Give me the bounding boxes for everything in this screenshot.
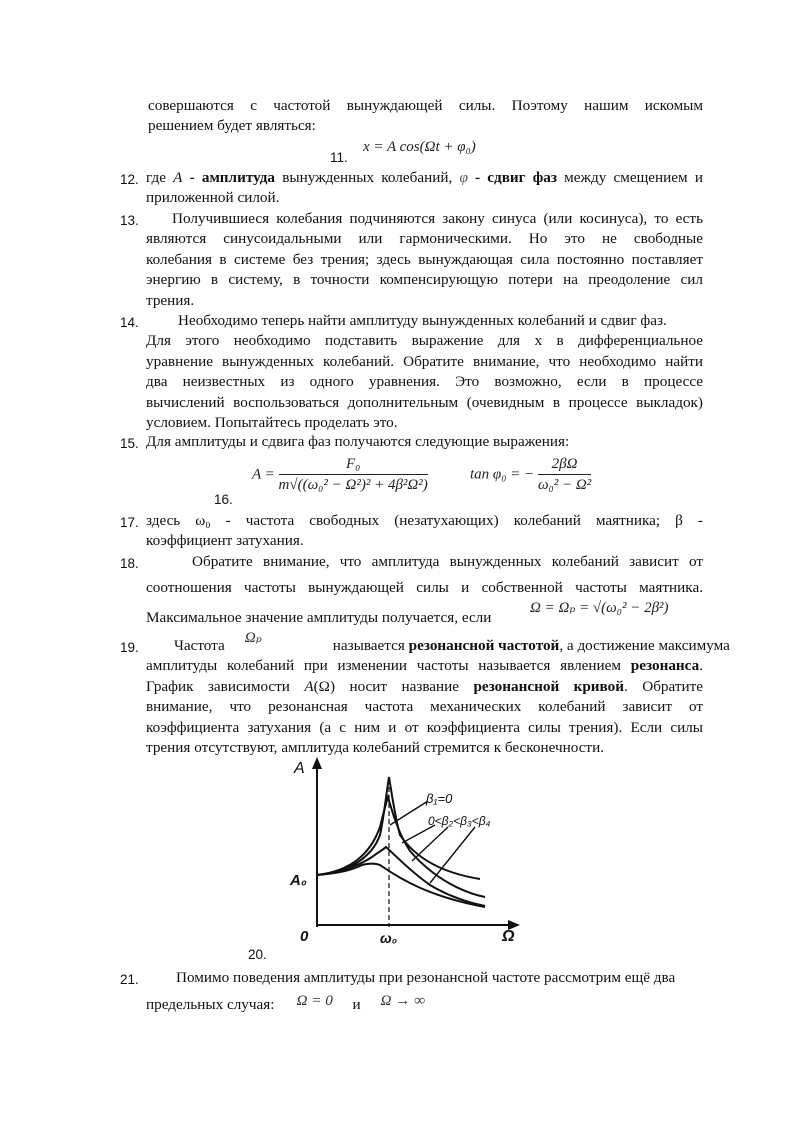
item-12-text-3: вынужденных колебаний, [275,169,460,186]
item-number-17: 17. [120,515,139,530]
item-number-18: 18. [120,556,139,571]
item-number-14: 14. [120,315,139,330]
item-12-text-1: где [146,169,174,186]
item-19-line-2: амплитуды колебаний при изменении частоты называется явлением резонанса. [146,657,703,675]
and-word: и [352,996,361,1013]
item-18-line-1: Обратите внимание, что амплитуда вынужденных колебаний зависит от [192,553,703,570]
tan-lhs: tan φ₀ = − [470,466,535,483]
item-12-line-2: приложенной силой. [146,189,280,207]
item-13-line-3: колебания в системе без трения; здесь вынуждающая сила постоянно поставляет [146,250,703,268]
item-number-12: 12. [120,172,139,187]
item-13-line-4: энергию в систему, в точности компенсирующую потери на преодоление сил [146,271,703,289]
beta1-label: β₁=0 [426,791,453,806]
amp-denominator: m√((ω₀² − Ω²)² + 4β²Ω²) [278,477,428,493]
item-12-paragraph [146,168,703,209]
item-19-text-2: называется [332,637,409,654]
equation-11: x = A cos(Ωt + φ₀) [363,139,476,155]
intro-line-1: совершаются с частотой вынуждающей силы. Поэтому нашим искомым [148,97,703,114]
item-21-paragraph [146,968,703,988]
limit-omega-infinity: Ω → ∞ [380,992,426,1009]
item-number-16: 16. [214,492,233,507]
item-15-paragraph [146,432,703,452]
curve-beta-3 [317,847,485,906]
omega0-label: ω₀ [380,930,398,945]
item-14-paragraph [146,311,703,433]
item-21-line-2: предельных случая: Ω = 0 и Ω → ∞ [146,995,566,1015]
item-17-line-1: здесь ω₀ - частота свободных (незатухающих) колебаний маятника; β - [146,512,703,529]
resonance-condition-formula: Ω = Ωₚ = √(ω₀² − 2β²) [530,600,669,616]
omega-p-symbol: Ωₚ [244,629,262,646]
item-19-line-3: График зависимости A(Ω) носит название резонансной кривой. Обратите [146,677,704,695]
x-axis-label: Ω [502,928,515,945]
limit-omega-zero: Ω = 0 [296,992,333,1009]
item-17-paragraph [146,511,703,552]
beta-order-label: 0<β₂<β₃<β₄ [428,814,491,828]
tan-numerator: 2βΩ [538,456,591,475]
leader-beta-4 [430,827,475,883]
resonance-curve-term: резонансной кривой [473,677,625,695]
item-18-line-3: Максимальное значение амплитуды получается, если [146,609,492,626]
item-number-20: 20. [248,947,267,962]
intro-paragraph [148,96,703,137]
item-18-line-3-wrap [146,608,526,628]
tan-fraction [538,456,591,494]
item-17-line-2: коэффициент затухания. [146,532,304,550]
resonance-term: резонанса [630,657,700,675]
resonant-frequency-term: резонансной частотой [408,637,560,654]
item-14-line-4: два неизвестных из одного уравнения. Это возможно, если в процессе [146,373,703,391]
item-number-19: 19. [120,640,139,655]
intro-line-2: решением будет являться: [148,117,316,135]
equation-16-phase [470,456,591,494]
item-19-line-4: внимание, что резонансная частота механических колебаний зависит от [146,698,703,716]
y-axis-arrow [312,757,322,769]
item-21-line-1: Помимо поведения амплитуды при резонансной частоте рассмотрим ещё два [176,969,676,986]
leader-beta-3 [412,827,448,861]
item-number-21: 21. [120,972,139,987]
item-12-phase-term: - сдвиг фаз [467,169,557,186]
item-12-phi: φ [459,169,468,186]
amp-numerator: F₀ [279,456,428,475]
amp-fraction [279,456,428,494]
y-axis-label: A [294,760,305,777]
item-13-paragraph [146,209,703,311]
item-14-line-1: Необходимо теперь найти амплитуду вынужденных колебаний и сдвиг фаз. [178,312,667,329]
item-14-line-3: уравнение вынужденных колебаний. Обратите внимание, что необходимо найти [146,352,703,370]
item-13-line-5: трения. [146,291,195,309]
item-14-line-6: условием. Попытайтесь проделать это. [146,414,398,432]
item-14-line-5: вычислений воспользоваться дополнительным (очевидным в процессе выкладок) [146,393,703,411]
item-19-line-6: трения отсутствуют, амплитуда колебаний стремится к бесконечности. [146,739,604,757]
equation-16-amplitude [252,456,428,494]
origin-label: 0 [300,928,309,945]
item-number-13: 13. [120,213,139,228]
amp-lhs: A = [252,466,275,483]
item-19-line-5: коэффициента затухания (а с ним и от коэффициента силы трения). Если силы [146,718,703,736]
resonance-curve-figure [280,755,525,945]
item-21-line-2-wrap [146,992,566,1015]
item-19-word-frequency: Частота [174,637,225,654]
item-13-line-1: Получившиеся колебания подчиняются закону синуса (или косинуса), то есть [172,210,703,227]
item-12-A: A [173,169,183,186]
item-19-text-4: , а достижение максимума [559,637,730,654]
item-18-line-2: соотношения частоты вынуждающей силы и собственной частоты маятника. [146,579,703,597]
item-12-amplitude-term: - амплитуда [182,169,275,186]
item-18-paragraph [146,552,703,599]
a0-label: A₀ [290,872,307,889]
item-12-text-5: между смещением и [556,169,703,186]
item-19-paragraph [146,629,730,758]
tan-denominator: ω₀² − Ω² [537,477,592,493]
item-14-line-2: Для этого необходимо подставить выражение для x в дифференциальное [146,332,703,350]
item-13-line-2: являются синусоидальными или гармоническими. Но это не свободные [146,230,703,248]
item-number-15: 15. [120,436,139,451]
item-19-line-1 [146,629,730,656]
item-number-11: 11. [330,150,348,165]
item-15-text: Для амплитуды и сдвига фаз получаются следующие выражения: [146,433,570,450]
